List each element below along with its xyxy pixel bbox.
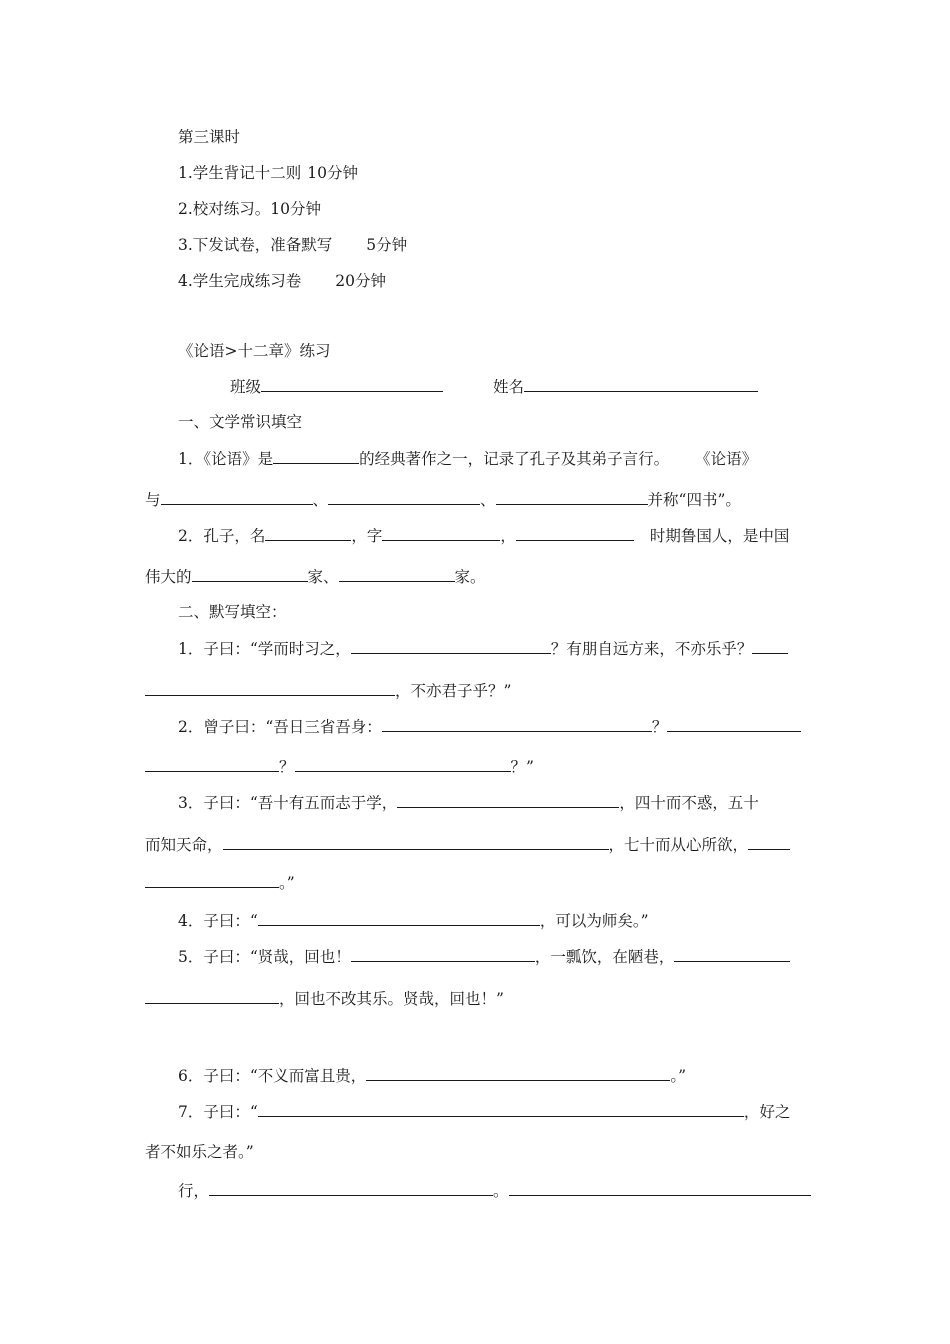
blank[interactable]: [516, 525, 634, 541]
blank[interactable]: [273, 448, 359, 464]
schedule-step-3: 3.下发试卷，准备默写 5分钟: [178, 236, 408, 254]
s2-q7-line2: 者不如乐之者。”: [145, 1143, 254, 1161]
section2-heading: 二、默写填空：: [178, 603, 287, 621]
s2-q4-line1: 4．子曰：“ ，可以为师矣。”: [178, 912, 649, 930]
blank[interactable]: [161, 489, 313, 505]
schedule-step-4: 4.学生完成练习卷 20分钟: [178, 272, 387, 290]
class-name-line: [230, 376, 758, 397]
blank[interactable]: [258, 1101, 744, 1117]
blank[interactable]: [192, 566, 308, 582]
s2-q5-line2: ，回也不改其乐。贤哉，回也！”: [145, 988, 504, 1009]
blank[interactable]: [752, 638, 788, 654]
schedule-step-1: 1.学生背记十二则 10分钟: [178, 164, 359, 182]
worksheet-title: 《论语>十二章》练习: [178, 342, 331, 360]
s2-q3-line3: 。”: [145, 872, 295, 893]
blank[interactable]: [382, 716, 652, 732]
s2-q3-line2: 而知天命， ，七十而从心所欲，: [145, 834, 790, 855]
blank[interactable]: [339, 566, 455, 582]
blank[interactable]: [382, 525, 500, 541]
s2-q8-line1: 行， 。: [178, 1180, 811, 1201]
blank[interactable]: [328, 489, 480, 505]
s1-q2-line2: 伟大的 家、 家。: [145, 568, 486, 586]
blank[interactable]: [258, 910, 540, 926]
blank[interactable]: [674, 946, 790, 962]
blank[interactable]: [209, 1180, 493, 1196]
blank[interactable]: [295, 756, 511, 772]
blank[interactable]: [496, 489, 648, 505]
blank[interactable]: [667, 716, 801, 732]
s2-q1-line2: ，不亦君子乎？”: [145, 680, 511, 701]
s2-q6-line1: 6．子曰：“不义而富且贵， 。”: [178, 1067, 686, 1085]
section1-heading: 一、文学常识填空: [178, 413, 303, 431]
s2-q3-line1: 3．子曰：“吾十有五而志于学， ，四十而不惑，五十: [178, 794, 759, 812]
blank[interactable]: [351, 638, 551, 654]
blank[interactable]: [145, 988, 279, 1004]
s2-q7-line1: 7．子曰：“ ，好之: [178, 1103, 791, 1121]
schedule-title: 第三课时: [178, 128, 241, 146]
s2-q2-line1: 2．曾子曰：“吾日三省吾身： ？: [178, 716, 801, 737]
name-label: 姓名: [493, 378, 525, 396]
blank[interactable]: [748, 834, 790, 850]
schedule-step-2: 2.校对练习。10分钟: [178, 200, 322, 218]
blank[interactable]: [366, 1065, 670, 1081]
s1-q1-line1: 1．《论语》是 的经典著作之一，记录了孔子及其弟子言行。 《论语》: [178, 450, 758, 468]
blank[interactable]: [145, 872, 279, 888]
s1-q1-line2: 与 、 、 并称“四书”。: [145, 491, 741, 509]
blank[interactable]: [265, 525, 351, 541]
blank[interactable]: [145, 680, 395, 696]
s2-q5-line1: 5．子曰：“贤哉，回也！ ，一瓢饮，在陋巷，: [178, 946, 790, 967]
blank[interactable]: [145, 756, 279, 772]
class-label: 班级: [230, 378, 262, 396]
s1-q2-line1: 2．孔子，名 ，字 ， 时期鲁国人，是中国: [178, 527, 790, 545]
s2-q2-line2: ？ ？”: [145, 756, 534, 777]
blank[interactable]: [351, 946, 535, 962]
class-field[interactable]: [261, 376, 443, 392]
blank[interactable]: [223, 834, 609, 850]
name-field[interactable]: [524, 376, 758, 392]
s2-q1-line1: 1．子曰：“学而时习之， ？有朋自远方来，不亦乐乎？: [178, 638, 788, 659]
blank[interactable]: [509, 1180, 811, 1196]
blank[interactable]: [397, 792, 619, 808]
